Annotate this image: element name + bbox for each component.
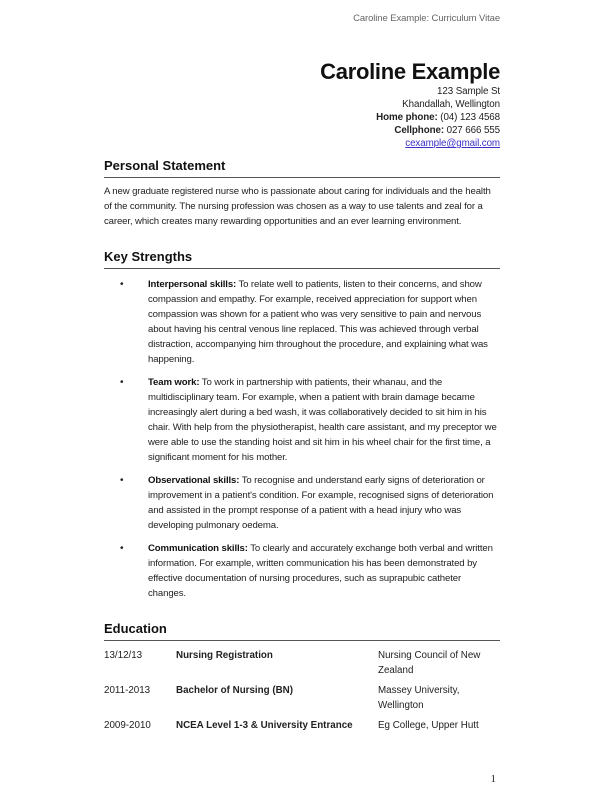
strength-label: Team work: bbox=[148, 377, 200, 388]
candidate-name: Caroline Example bbox=[320, 59, 500, 84]
education-row bbox=[104, 683, 500, 713]
address-line-1: 123 Sample St bbox=[437, 86, 500, 97]
email-line bbox=[104, 137, 500, 150]
personal-statement-heading: Personal Statement bbox=[104, 158, 500, 178]
strength-item bbox=[104, 277, 500, 367]
email-link[interactable]: cexample@gmail.com bbox=[405, 138, 500, 149]
education-date: 13/12/13 bbox=[104, 650, 143, 661]
strength-text: To relate well to patients, listen to their concerns, and show compassion and empathy. For example, received appreciation for support when compassion was shown for a patient who was very sensitive to pain and nervous about having his central venous line replaced. This was achieved through verbal distraction, accompanying him throughout the procedure, and explaining what was happening. bbox=[148, 279, 488, 365]
education-heading: Education bbox=[104, 621, 500, 641]
education-row bbox=[104, 718, 500, 733]
strength-item bbox=[104, 541, 500, 601]
bullet-icon: • bbox=[120, 377, 124, 388]
home-phone bbox=[104, 111, 500, 124]
education-institution: Massey University, Wellington bbox=[378, 685, 460, 711]
bullet-icon: • bbox=[120, 543, 124, 554]
strength-item bbox=[104, 473, 500, 533]
education-date: 2009-2010 bbox=[104, 720, 151, 731]
education-institution: Nursing Council of New Zealand bbox=[378, 650, 481, 676]
cellphone-value: 027 666 555 bbox=[443, 125, 500, 136]
education-qualification: NCEA Level 1-3 & University Entrance bbox=[176, 720, 353, 731]
education-table bbox=[104, 648, 500, 733]
strength-text: To recognise and understand early signs of deterioration or improvement in a patient's condition. For example, recognised signs of deterioration and assisted in the prompt response of a patient with a head injury who was developing pulmonary oedema. bbox=[148, 475, 494, 531]
education-institution: Eg College, Upper Hutt bbox=[378, 720, 479, 731]
personal-statement-text: A new graduate registered nurse who is passionate about caring for individuals and the health of the community. The nursing profession was chosen as a way to use talents and zeal for a career, which creates many rewarding opportunities and an ever learning environment. bbox=[104, 186, 491, 227]
home-phone-label: Home phone: bbox=[376, 112, 438, 123]
cellphone bbox=[104, 124, 500, 137]
strength-label: Communication skills: bbox=[148, 543, 248, 554]
cellphone-label: Cellphone: bbox=[394, 125, 444, 136]
strength-text: To work in partnership with patients, their whanau, and the multidisciplinary team. For example, when a patient with brain damage became increasingly alert during a bed wash, it was collaboratively decided to sit him in his chair. With help from the physiotherapist, health care assistant, and my preceptor we were able to use the standing hoist and sit him in his wheel chair for the first time, a significant moment for his mother. bbox=[148, 377, 497, 463]
running-header: Caroline Example: Curriculum Vitae bbox=[353, 13, 500, 24]
strength-item bbox=[104, 375, 500, 465]
education-qualification: Bachelor of Nursing (BN) bbox=[176, 685, 294, 696]
education-row bbox=[104, 648, 500, 678]
bullet-icon: • bbox=[120, 279, 124, 290]
bullet-icon: • bbox=[120, 475, 124, 486]
strength-label: Observational skills: bbox=[148, 475, 240, 486]
education-qualification: Nursing Registration bbox=[176, 650, 273, 661]
education-date: 2011-2013 bbox=[104, 685, 151, 696]
key-strengths-list bbox=[104, 277, 500, 601]
page-number: 1 bbox=[490, 773, 496, 785]
strength-text: To clearly and accurately exchange both verbal and written information. For example, written communication his has been demonstrated by effective documentation of nursing procedures, such as suprapubic catheter changes. bbox=[148, 543, 493, 599]
home-phone-value: (04) 123 4568 bbox=[437, 112, 500, 123]
key-strengths-heading: Key Strengths bbox=[104, 249, 500, 269]
address-line-2: Khandallah, Wellington bbox=[402, 99, 500, 110]
strength-label: Interpersonal skills: bbox=[148, 279, 237, 290]
contact-block bbox=[104, 59, 500, 150]
